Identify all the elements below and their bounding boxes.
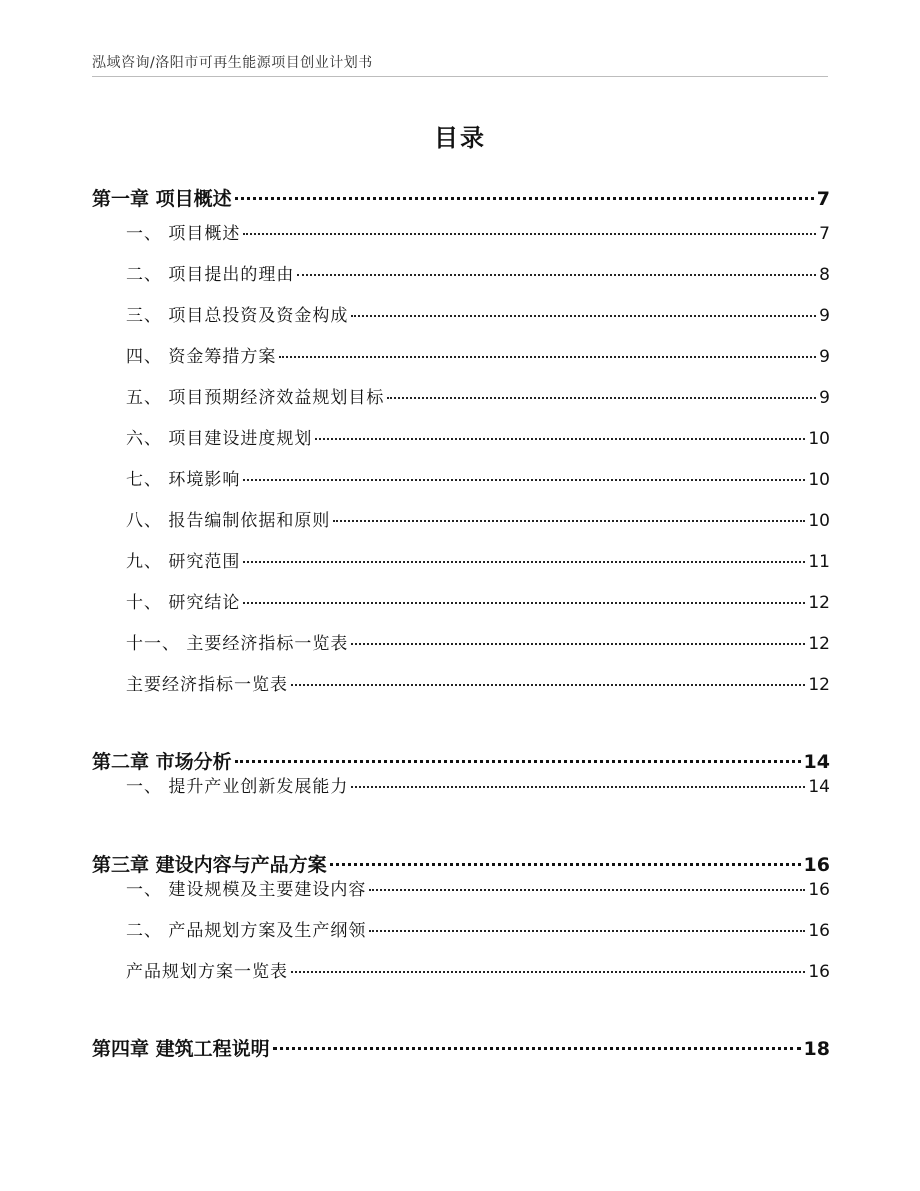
toc-page-number: 16	[808, 880, 830, 900]
toc-page-number: 16	[808, 962, 830, 982]
dot-leader	[235, 760, 801, 763]
toc-page-number: 12	[808, 593, 830, 613]
toc-page-number: 14	[808, 777, 830, 797]
toc-entry-label: 七、 环境影响	[126, 470, 241, 490]
toc-entry-label: 二、 产品规划方案及生产纲领	[126, 921, 367, 941]
toc-page-number: 11	[808, 552, 830, 572]
dot-leader	[297, 274, 816, 276]
header-divider	[92, 76, 828, 77]
dot-leader	[315, 438, 805, 440]
toc-page-number: 9	[819, 388, 830, 408]
toc-entry-label: 第三章 建设内容与产品方案	[92, 854, 327, 876]
toc-chapter-3[interactable]	[92, 850, 830, 877]
toc-entry-label: 八、 报告编制依据和原则	[126, 511, 331, 531]
toc-chapter-1[interactable]	[92, 184, 830, 211]
toc-entry-label: 一、 建设规模及主要建设内容	[126, 880, 367, 900]
toc-page-number: 9	[819, 306, 830, 326]
toc-section-3-1[interactable]	[126, 875, 830, 900]
dot-leader	[291, 684, 805, 686]
toc-page-number: 10	[808, 429, 830, 449]
running-header: 泓域咨询/洛阳市可再生能源项目创业计划书	[92, 55, 373, 71]
toc-page-number: 7	[819, 224, 830, 244]
toc-entry-label: 三、 项目总投资及资金构成	[126, 306, 349, 326]
dot-leader	[279, 356, 816, 358]
toc-entry-label: 四、 资金筹措方案	[126, 347, 277, 367]
toc-entry-label: 第四章 建筑工程说明	[92, 1038, 270, 1060]
toc-page-number: 8	[819, 265, 830, 285]
toc-page-number: 7	[816, 188, 830, 210]
toc-section-1-11[interactable]	[126, 629, 830, 654]
dot-leader	[273, 1047, 801, 1050]
toc-page-number: 9	[819, 347, 830, 367]
toc-page-number: 12	[808, 675, 830, 695]
dot-leader	[351, 643, 805, 645]
toc-page-number: 10	[808, 511, 830, 531]
toc-section-1-7[interactable]	[126, 465, 830, 490]
toc-entry-label: 九、 研究范围	[126, 552, 241, 572]
toc-section-3-2[interactable]	[126, 916, 830, 941]
page-title: 目录	[434, 124, 486, 152]
dot-leader	[387, 397, 816, 399]
dot-leader	[243, 602, 805, 604]
toc-page-number: 16	[803, 854, 830, 876]
toc-page-number: 18	[803, 1038, 830, 1060]
toc-entry-label: 主要经济指标一览表	[126, 675, 288, 695]
toc-section-1-6[interactable]	[126, 424, 830, 449]
toc-section-1-table[interactable]	[126, 670, 830, 695]
dot-leader	[243, 561, 805, 563]
toc-entry-label: 第二章 市场分析	[92, 751, 232, 773]
toc-section-1-2[interactable]	[126, 260, 830, 285]
toc-section-3-table[interactable]	[126, 957, 830, 982]
toc-page-number: 16	[808, 921, 830, 941]
dot-leader	[369, 889, 805, 891]
toc-entry-label: 一、 项目概述	[126, 224, 241, 244]
dot-leader	[243, 233, 816, 235]
toc-entry-label: 二、 项目提出的理由	[126, 265, 295, 285]
toc-entry-label: 产品规划方案一览表	[126, 962, 288, 982]
dot-leader	[291, 971, 805, 973]
dot-leader	[369, 930, 805, 932]
dot-leader	[235, 197, 814, 200]
toc-entry-label: 第一章 项目概述	[92, 188, 232, 210]
toc-section-1-9[interactable]	[126, 547, 830, 572]
toc-section-1-8[interactable]	[126, 506, 830, 531]
toc-chapter-4[interactable]	[92, 1034, 830, 1061]
toc-entry-label: 十一、 主要经济指标一览表	[126, 634, 349, 654]
toc-entry-label: 十、 研究结论	[126, 593, 241, 613]
toc-entry-label: 五、 项目预期经济效益规划目标	[126, 388, 385, 408]
toc-section-2-1[interactable]	[126, 772, 830, 797]
toc-section-1-3[interactable]	[126, 301, 830, 326]
toc-entry-label: 一、 提升产业创新发展能力	[126, 777, 349, 797]
dot-leader	[351, 786, 805, 788]
toc-page-number: 10	[808, 470, 830, 490]
toc-section-1-10[interactable]	[126, 588, 830, 613]
dot-leader	[351, 315, 816, 317]
toc-section-1-5[interactable]	[126, 383, 830, 408]
toc-section-1-1[interactable]	[126, 219, 830, 244]
dot-leader	[243, 479, 805, 481]
dot-leader	[333, 520, 805, 522]
toc-page-number: 12	[808, 634, 830, 654]
toc-page-number: 14	[803, 751, 830, 773]
toc-entry-label: 六、 项目建设进度规划	[126, 429, 313, 449]
dot-leader	[330, 863, 801, 866]
toc-chapter-2[interactable]	[92, 747, 830, 774]
toc-section-1-4[interactable]	[126, 342, 830, 367]
